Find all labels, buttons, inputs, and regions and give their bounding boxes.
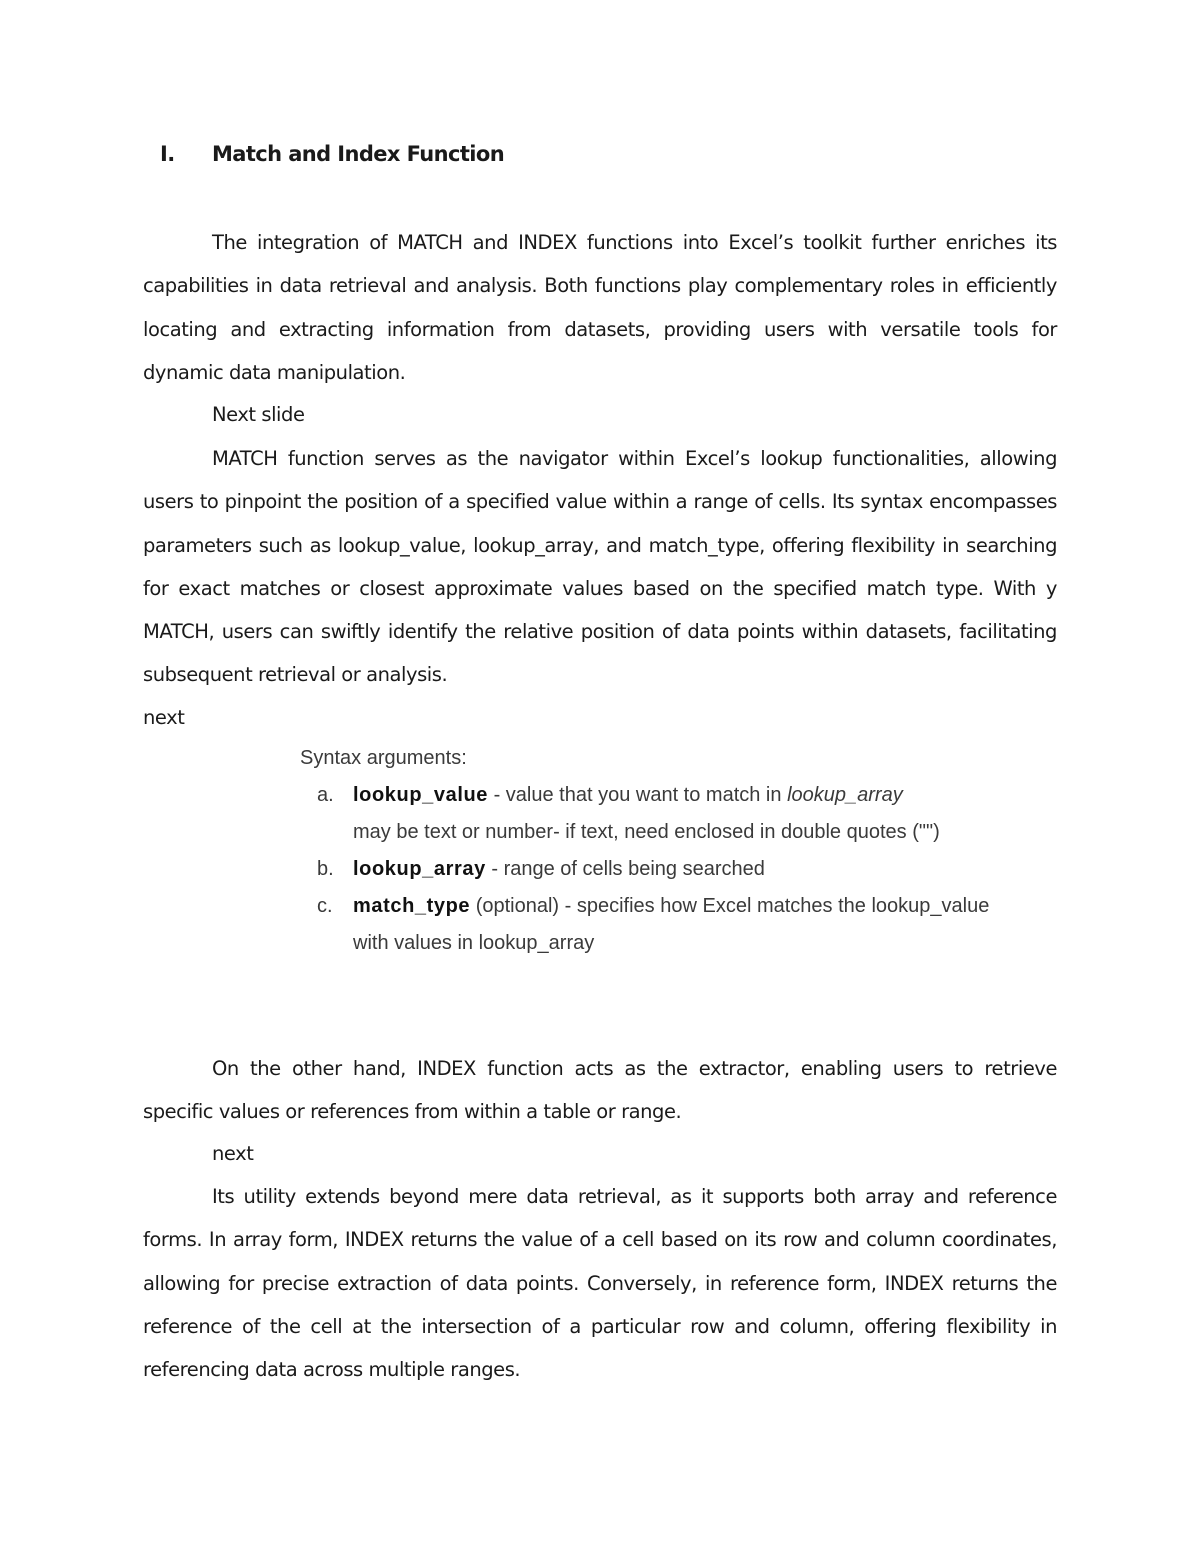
- argument-description: - range of cells being searched: [485, 858, 765, 880]
- argument-term: match_type: [353, 895, 471, 917]
- list-marker: c.: [317, 895, 333, 917]
- argument-description-line2: with values in lookup_array: [353, 932, 595, 954]
- argument-description: (optional) - specifies how Excel matches the lookup_value: [470, 895, 990, 917]
- section-title: Match and Index Function: [212, 142, 505, 166]
- next-slide-note: Next slide: [212, 403, 305, 426]
- section-number: I.: [160, 142, 175, 166]
- syntax-item-lookup-value: [300, 777, 1060, 851]
- argument-term: lookup_array: [353, 858, 486, 880]
- intro-paragraph: The integration of MATCH and INDEX functions into Excel’s toolkit further enriches its capabilities in data retrieval and analysis. Both functions play complementary roles in efficiently locating and extracting information from datasets, providing users with versatile tools for dynamic data manipulation.: [143, 231, 1057, 384]
- syntax-item-lookup-array: [300, 851, 1060, 888]
- argument-description-line2: may be text or number- if text, need enclosed in double quotes (""): [353, 821, 940, 843]
- utility-paragraph: Its utility extends beyond mere data retrieval, as it supports both array and reference forms. In array form, INDEX returns the value of a cell based on its row and column coordinates, allowing for precise extraction of data points. Conversely, in reference form, INDEX returns the reference of the cell at the intersection of a particular row and column, offering flexibility in referencing data across multiple ranges.: [143, 1185, 1057, 1382]
- section-heading: [160, 142, 504, 166]
- syntax-list: [300, 777, 1060, 962]
- index-paragraph: On the other hand, INDEX function acts as the extractor, enabling users to retrieve specific values or references from within a table or range.: [143, 1057, 1057, 1124]
- syntax-arguments-block: [300, 740, 1060, 962]
- match-paragraph: MATCH function serves as the navigator within Excel’s lookup functionalities, allowing users to pinpoint the position of a specified value within a range of cells. Its syntax encompasses parameters such as lookup_value, lookup_array, and match_type, offering flexibility in searching for exact matches or closest approximate values based on the specified match type. With y MATCH, users can swiftly identify the relative position of data points within datasets, facilitating subsequent retrieval or analysis.: [143, 447, 1057, 687]
- syntax-item-match-type: [300, 888, 1060, 962]
- next-note: next: [143, 706, 185, 729]
- argument-description-italic: lookup_array: [787, 784, 903, 806]
- list-marker: a.: [317, 784, 334, 806]
- syntax-title: Syntax arguments:: [300, 747, 467, 769]
- argument-term: lookup_value: [353, 784, 489, 806]
- argument-description: - value that you want to match in: [488, 784, 788, 806]
- list-marker: b.: [317, 858, 334, 880]
- next-note: next: [212, 1142, 254, 1165]
